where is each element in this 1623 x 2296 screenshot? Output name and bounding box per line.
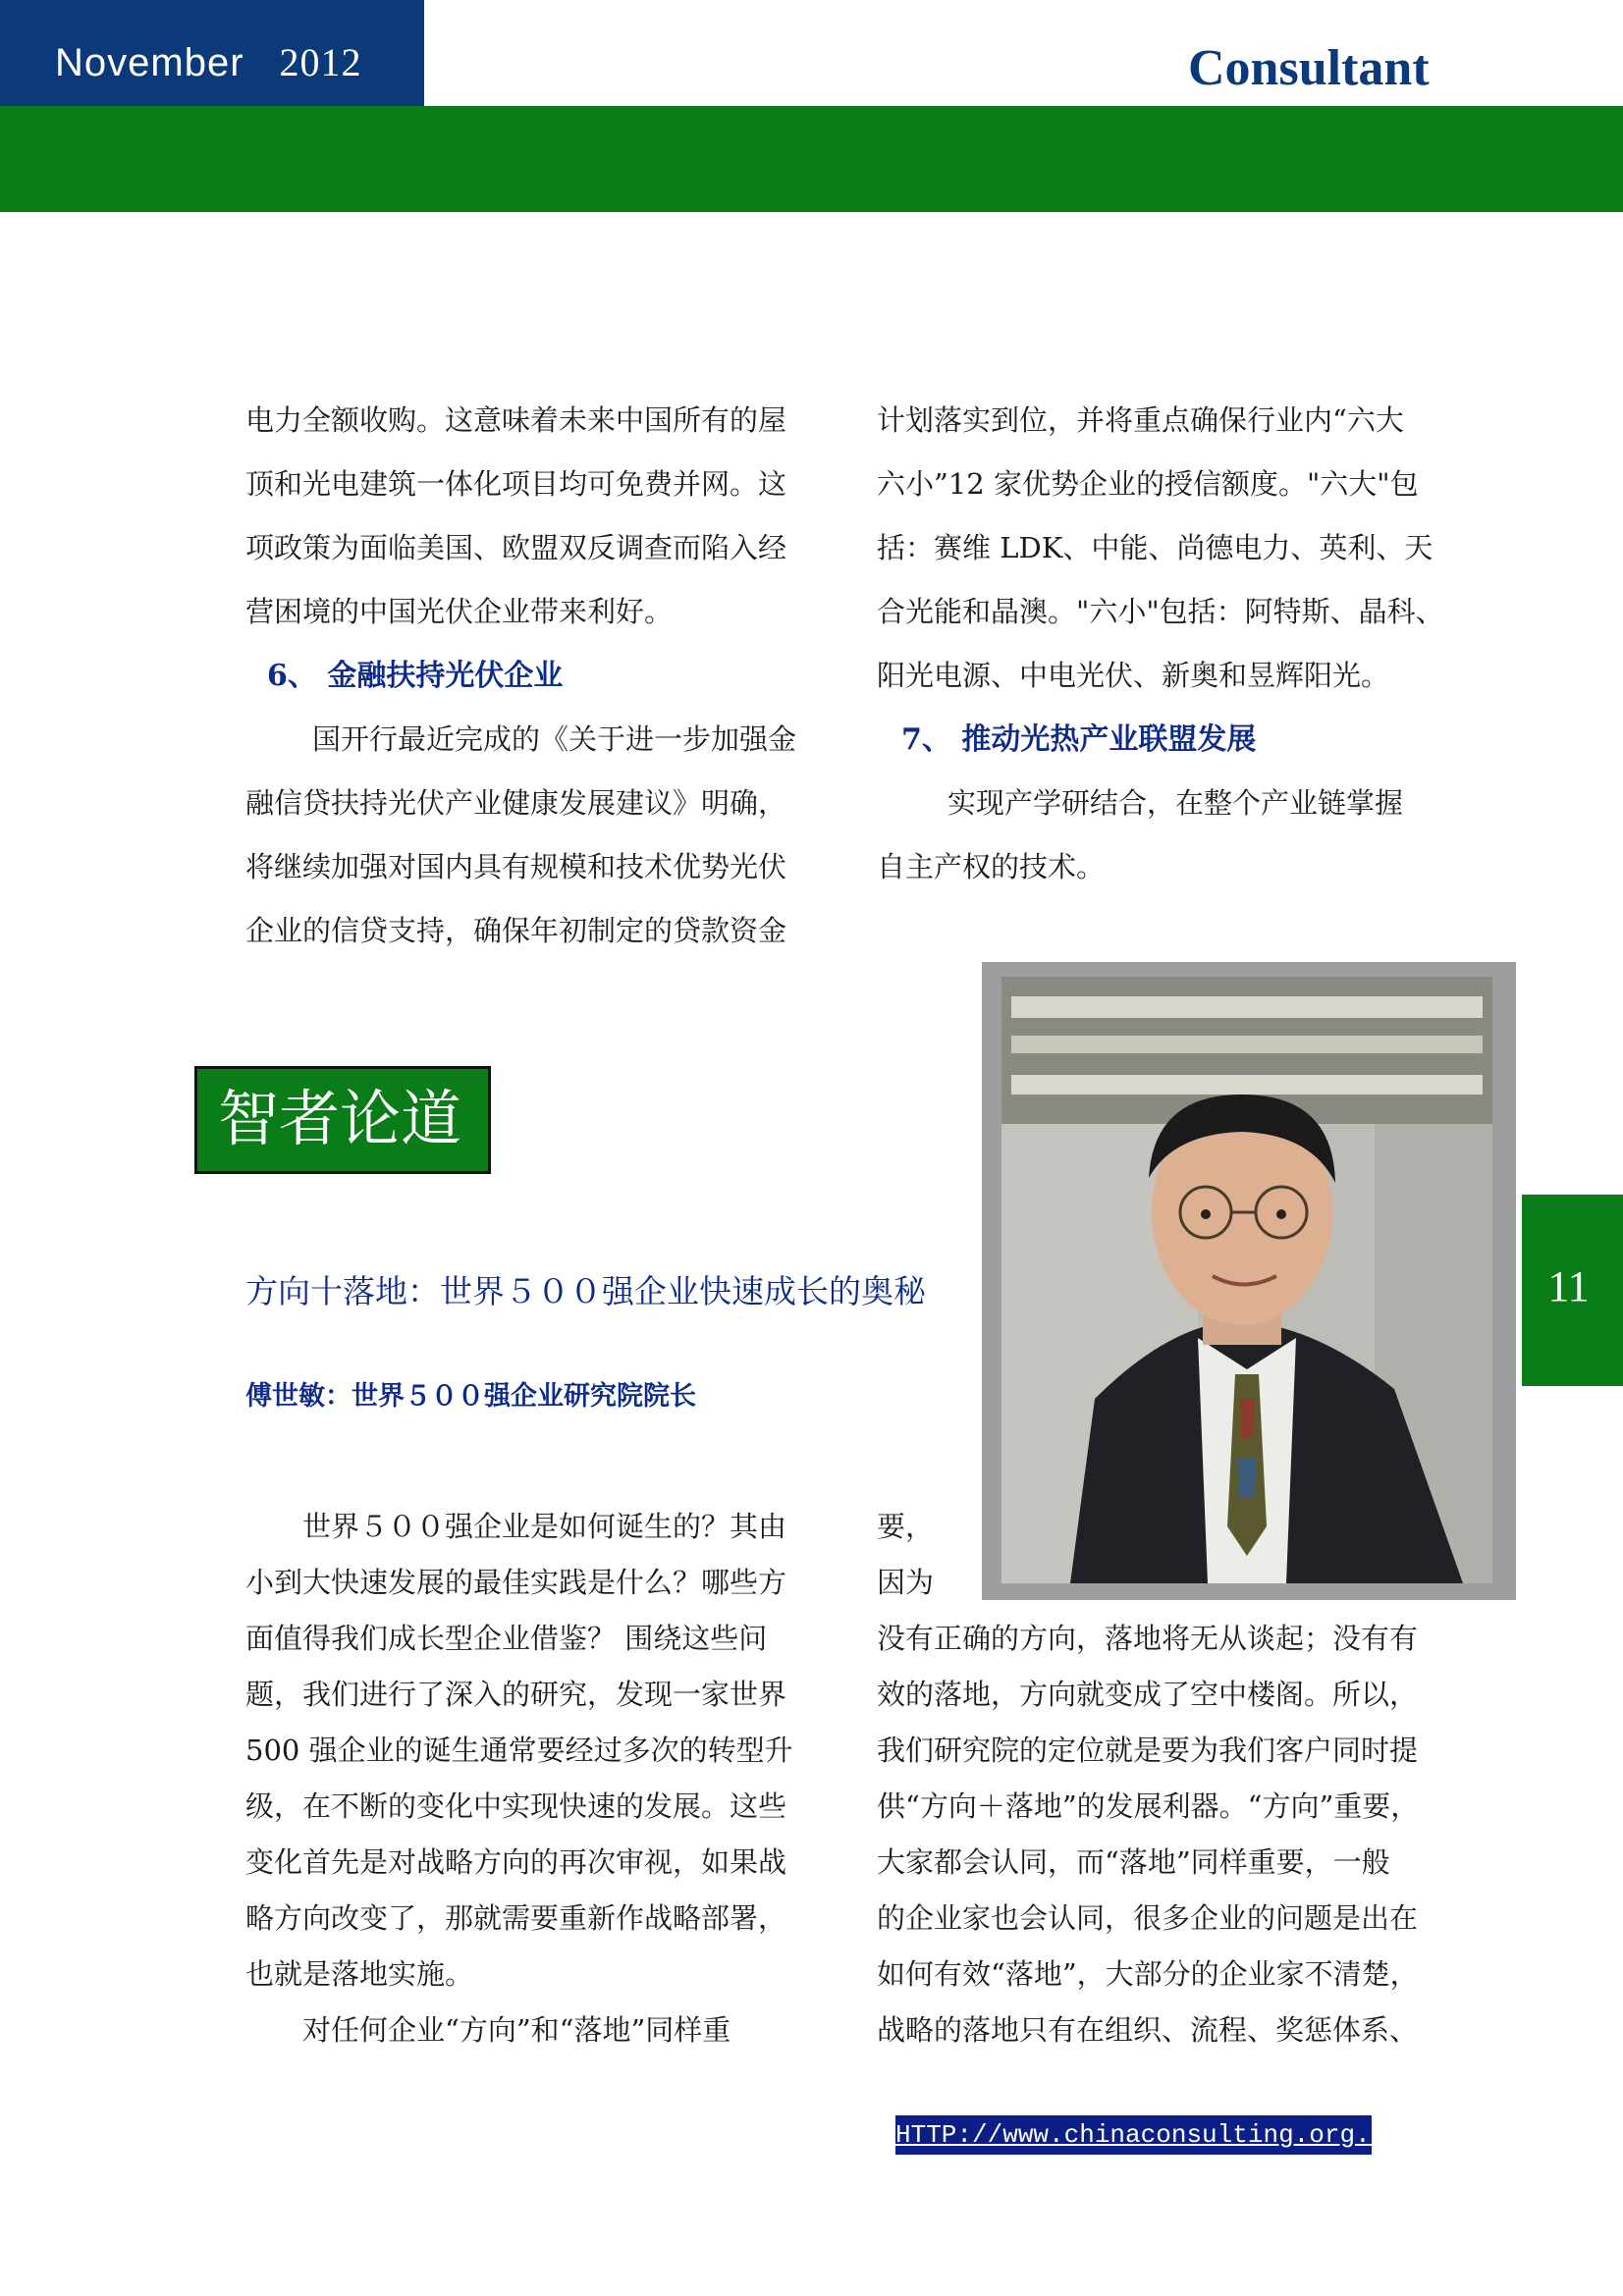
text-line: 顶和光电建筑一体化项目均可免费并网。这: [245, 467, 787, 501]
text-line: 括：赛维 LDK、中能、尚德电力、英利、天: [877, 531, 1434, 564]
text-line: 题，我们进行了深入的研究，发现一家世界: [245, 1678, 787, 1711]
text-line: 电力全额收购。这意味着未来中国所有的屋: [245, 403, 787, 437]
header-green-bar: [0, 106, 1623, 212]
text-line: 也就是落地实施。: [245, 1957, 474, 1991]
magazine-title: Consultant: [1188, 40, 1430, 96]
issue-month: November: [55, 41, 244, 84]
text-line: 小到大快速发展的最佳实践是什么？哪些方: [245, 1566, 787, 1599]
text-line: 实现产学研结合，在整个产业链掌握: [947, 786, 1404, 820]
text-line: 阳光电源、中电光伏、新奥和昱辉阳光。: [877, 659, 1390, 692]
top-article-column-2: [877, 389, 1444, 899]
text-line: 计划落实到位，并将重点确保行业内“六大: [877, 403, 1404, 437]
text-line: 融信贷扶持光伏产业健康发展建议》明确，: [245, 786, 787, 820]
text-line: 略方向改变了，那就需要重新作战略部署，: [245, 1901, 787, 1935]
text-line: 大家都会认同，而“落地”同样重要，一般: [877, 1845, 1390, 1879]
text-line: 世界５００强企业是如何诞生的？其由: [302, 1510, 787, 1543]
text-line: 六小”12 家优势企业的授信额度。"六大"包: [877, 467, 1419, 501]
subheading-finance: 6、 金融扶持光伏企业: [267, 659, 564, 693]
page-number: 11: [1547, 1262, 1590, 1310]
text-line: 国开行最近完成的《关于进一步加强金: [312, 722, 797, 756]
subheading-solar-thermal: 7、 推动光热产业联盟发展: [901, 722, 1257, 757]
text-line: 对任何企业“方向”和“落地”同样重: [302, 2013, 731, 2047]
issue-year: 2012: [279, 40, 362, 84]
text-line: 的企业家也会认同，很多企业的问题是出在: [877, 1901, 1419, 1935]
text-line: 战略的落地只有在组织、流程、奖惩体系、: [877, 2013, 1419, 2047]
text-line: 因为: [877, 1566, 935, 1599]
issue-date: [55, 39, 362, 85]
author-portrait-illustration: [1001, 977, 1492, 1583]
article-column-1: [245, 1499, 795, 2058]
website-link[interactable]: HTTP://www.chinaconsulting.org.cn: [895, 2115, 1372, 2155]
text-line: 项政策为面临美国、欧盟双反调查而陷入经: [245, 531, 787, 564]
top-article-column-1: [245, 389, 795, 963]
text-line: 我们研究院的定位就是要为我们客户同时提: [877, 1734, 1419, 1767]
article-title: 方向十落地：世界５００强企业快速成长的奥秘: [245, 1272, 926, 1310]
text-line: 要，: [877, 1510, 935, 1543]
text-line: 将继续加强对国内具有规模和技术优势光伏: [245, 850, 787, 883]
text-line: 级，在不断的变化中实现快速的发展。这些: [245, 1789, 787, 1823]
text-line: 变化首先是对战略方向的再次审视，如果战: [245, 1845, 787, 1879]
text-line: 供“方向＋落地”的发展利器。“方向”重要，: [877, 1789, 1420, 1823]
text-line: 面值得我们成长型企业借鉴？ 围绕这些问: [245, 1622, 768, 1655]
article-author: 傅世敏：世界５００强企业研究院院长: [245, 1381, 696, 1412]
text-line: 效的落地，方向就变成了空中楼阁。所以，: [877, 1678, 1419, 1711]
text-line: 自主产权的技术。: [877, 850, 1106, 883]
author-photo: [1001, 977, 1492, 1583]
text-line: 500 强企业的诞生通常要经过多次的转型升: [245, 1734, 793, 1767]
text-line: 合光能和晶澳。"六小"包括：阿特斯、晶科、: [877, 595, 1444, 628]
text-line: 企业的信贷支持，确保年初制定的贷款资金: [245, 914, 787, 947]
text-line: 营困境的中国光伏企业带来利好。: [245, 595, 674, 628]
article-column-2: [877, 1499, 1427, 2058]
text-line: 如何有效“落地”，大部分的企业家不清楚，: [877, 1957, 1419, 1991]
section-label: 智者论道: [218, 1083, 462, 1154]
text-line: 没有正确的方向，落地将无从谈起；没有有: [877, 1622, 1419, 1655]
